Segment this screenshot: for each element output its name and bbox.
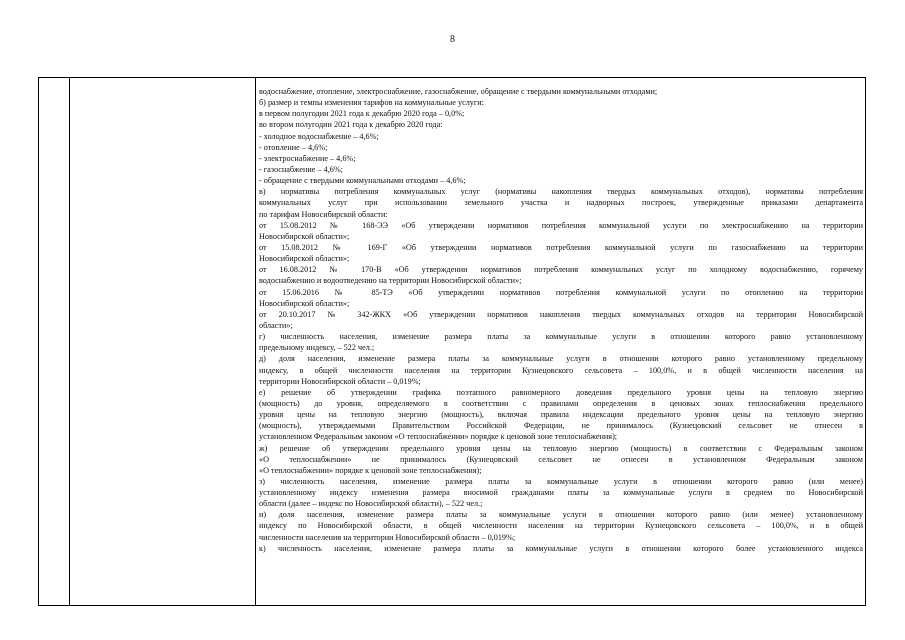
text-line: индексу, в общей численности населения на территории Кузнецовского сельсовета – 100,0%, и в общей численности населения на: [259, 365, 863, 375]
text-line: области»;: [259, 320, 293, 330]
text-line: от 15.08.2012 № 169-Г «Об утверждении нормативов потребления коммунальной услуги по газоснабжению на территории: [259, 242, 863, 252]
text-line: во втором полугодии 2021 года к декабрю 2020 года:: [259, 120, 443, 130]
text-line: «О теплоснабжении» не принималось (Кузнецовский сельсовет не отнесен в установленном Федеральным законом: [259, 454, 863, 464]
text-line: е) решение об утверждении графика поэтапного равномерного доведения предельного уровня цены на тепловую энергию: [259, 387, 863, 397]
text-line: от 15.08.2012 № 168-ЭЭ «Об утверждении нормативов потребления коммунальной услуги по электроснабжению на территории: [259, 220, 863, 230]
text-line: б) размер и темпы изменения тарифов на коммунальные услуги:: [259, 98, 484, 108]
text-line: к) численность населения, изменение размера платы за коммунальные услуги в отношении которого более установленного индекса: [259, 543, 863, 553]
text-line: водоснабжению и водоотведению на территории Новосибирской области»;: [259, 276, 522, 286]
text-line: «О теплоснабжении» порядке к ценовой зоне теплоснабжения);: [259, 465, 482, 475]
text-line: з) численность населения, изменение размера платы за коммунальные услуги в отношении которого равно (или менее): [259, 476, 863, 486]
text-line: области (далее – индекс по Новосибирской области), – 522 чел.;: [259, 499, 483, 509]
text-line: от 15.06.2016 № 85-ТЭ «Об утверждении нормативов потребления коммунальной услуги по отоплению на территории: [259, 287, 863, 297]
text-line: - холодное водоснабжение – 4,6%;: [259, 131, 379, 141]
text-line: д) доля населения, изменение размера платы за коммунальные услуги в отношении которого равно установленному предельному: [259, 354, 863, 364]
page-number: 8: [450, 34, 455, 45]
text-line: в) нормативы потребления коммунальных услуг (нормативы накопления твердых коммунальных отходов), нормативы потребления: [259, 187, 863, 197]
text-line: (мощность), утверждаемыми Правительством Российской Федерации, не принималось (Кузнецовский сельсовет не отнесен в: [259, 421, 863, 431]
text-line: водоснабжение, отопление, электроснабжение, газоснабжение, обращение с твердыми коммунальными отходами;: [259, 87, 658, 96]
text-line: в первом полугодии 2021 года к декабрю 2020 года – 0,0%;: [259, 109, 465, 119]
text-line: Новосибирской области»;: [259, 254, 350, 264]
text-line: индексу по Новосибирской области, в общей численности населения на территории Кузнецовского сельсовета – 100,0%, и в общей: [259, 521, 863, 531]
text-line: коммунальных услуг при использовании земельного участка и надворных построек, утвержденные приказами департамента: [259, 198, 863, 208]
text-line: уровня цены на тепловую энергию (мощность), включая правила индексации предельного уровня цены на тепловую энергию: [259, 410, 863, 420]
text-line: по тарифам Новосибирской области:: [259, 209, 388, 219]
text-line: установленном Федеральным законом «О теплоснабжении» порядке к ценовой зоне теплоснабжения);: [259, 432, 618, 442]
text-line: (мощность) до уровня, определяемого в соответствии с правилами определения в ценовых зонах теплоснабжения предельного: [259, 398, 863, 408]
text-line: - обращение с твердыми коммунальными отходами – 4,6%;: [259, 176, 466, 186]
text-line: Новосибирской области»;: [259, 298, 350, 308]
column-divider: [69, 78, 70, 605]
table-cell-text: [259, 86, 863, 554]
text-line: численности населения на территории Новосибирской области – 0,019%;: [259, 532, 516, 542]
column-divider: [255, 78, 256, 605]
text-line: от 16.08.2012 № 170-В «Об утверждении нормативов потребления коммунальных услуг по холодному водоснабжению, горячему: [259, 265, 863, 275]
text-line: предельному индексу, – 522 чел.;: [259, 343, 375, 353]
text-line: территории Новосибирской области – 0,019%;: [259, 376, 421, 386]
text-line: Новосибирской области»;: [259, 231, 350, 241]
document-table: [38, 77, 866, 606]
text-line: ж) решение об утверждении предельного уровня цены на тепловую энергию (мощность) в соответствии с Федеральным законом: [259, 443, 863, 453]
text-line: - газоснабжение – 4,6%;: [259, 164, 343, 174]
text-line: - электроснабжение – 4,6%;: [259, 153, 356, 163]
text-line: г) численность населения, изменение размера платы за коммунальные услуги в отношении которого равно установленному: [259, 332, 863, 342]
text-line: от 20.10.2017 № 342-ЖКХ «Об утверждении нормативов накопления твердых коммунальных отходов на территории Новосибирской: [259, 309, 863, 319]
text-line: - отопление – 4,6%;: [259, 142, 328, 152]
text-line: установленному индексу изменения размера вносимой гражданами платы за коммунальные услуги в среднем по Новосибирской: [259, 488, 863, 498]
text-line: и) доля населения, изменение размера платы за коммунальные услуги в отношении которого равно (или менее) установленному: [259, 510, 863, 520]
